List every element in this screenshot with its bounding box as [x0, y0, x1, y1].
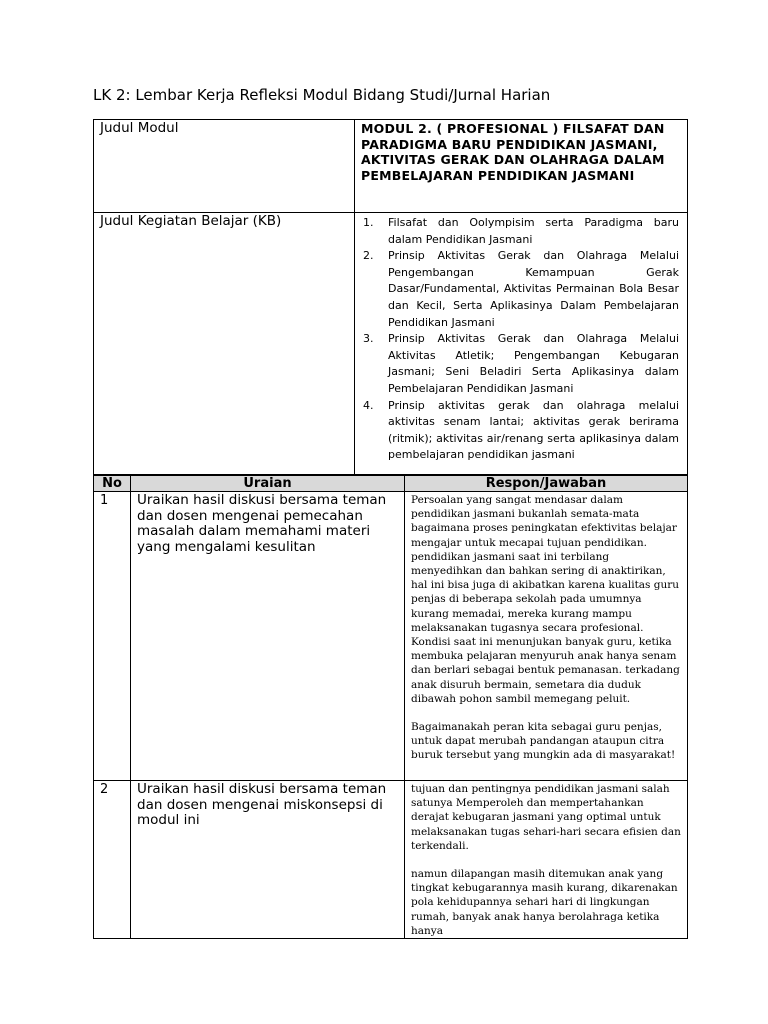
- row-number: 1: [94, 492, 131, 781]
- kb-item-text: Filsafat dan Oolympisim serta Paradigma baru dalam Pendidikan Jasmani: [388, 216, 679, 246]
- respon-paragraph: Bagaimanakah peran kita sebagai guru penjas, untuk dapat merubah pandangan ataupun citra buruk tersebut yang mungkin ada di masyarakat!: [411, 721, 676, 762]
- judul-kb-row: [94, 213, 688, 475]
- row-number: 2: [94, 781, 131, 939]
- reflection-header-row: [94, 476, 688, 492]
- judul-kb-label: Judul Kegiatan Belajar (KB): [94, 213, 355, 475]
- reflection-table: [93, 475, 688, 939]
- header-uraian: Uraian: [131, 476, 405, 492]
- respon-paragraph: Persoalan yang sangat mendasar dalam pendidikan jasmani bukanlah semata-mata bagaimana proses peningkatan efektivitas belajar mengajar untuk mecapai tujuan pendidikan. pendidikan jasmani saat ini terbilang menyedihkan dan bahkan sering di anaktirikan, hal ini bisa juga di akibatkan karena kualitas guru penjas di beberapa sekolah pada umumnya kurang memadai, mereka kurang mampu melaksanakan tugasnya secara profesional. Kondisi saat ini menunjukan banyak guru, ketika membuka pelajaran menyuruh anak hanya senam dan berlari sebagai bentuk pemanasan. terkadang anak disuruh bermain, semetara dia duduk dibawah pohon sambil memegang peluit.: [411, 494, 680, 705]
- uraian-text: Uraikan hasil diskusi bersama teman dan dosen mengenai miskonsepsi di modul ini: [131, 781, 405, 939]
- judul-modul-label: Judul Modul: [94, 120, 355, 213]
- kb-list-cell: [355, 213, 688, 475]
- kb-list-item: [363, 331, 679, 397]
- kb-list-item: [363, 215, 679, 248]
- kb-item-number: 2.: [363, 249, 374, 263]
- document-title: LK 2: Lembar Kerja Refleksi Modul Bidang Studi/Jurnal Harian: [93, 86, 551, 104]
- kb-list: [355, 213, 687, 464]
- header-respon: Respon/Jawaban: [405, 476, 688, 492]
- respon-paragraph: tujuan dan pentingnya pendidikan jasmani salah satunya Memperoleh dan mempertahankan derajat kebugaran jasmani yang optimal untuk melaksanakan tugas sehari-hari secara efisien dan terkendali.: [411, 783, 681, 852]
- table-row: [94, 781, 688, 939]
- kb-list-item: [363, 248, 679, 331]
- module-info-table: [93, 119, 688, 475]
- uraian-text: Uraikan hasil diskusi bersama teman dan dosen mengenai pemecahan masalah dalam memahami materi yang mengalami kesulitan: [131, 492, 405, 781]
- judul-modul-row: [94, 120, 688, 213]
- kb-item-text: Prinsip Aktivitas Gerak dan Olahraga Melalui Aktivitas Atletik; Pengembangan Kebugaran Jasmani; Seni Beladiri Serta Aplikasinya dalam Pembelajaran Pendidikan Jasmani: [388, 332, 679, 395]
- kb-item-number: 4.: [363, 398, 374, 412]
- kb-item-text: Prinsip aktivitas gerak dan olahraga melalui aktivitas senam lantai; aktivitas gerak berirama (ritmik); aktivitas air/renang serta aplikasinya dalam pembelajaran pendidikan jasmani: [388, 398, 679, 462]
- kb-list-item: [363, 398, 679, 464]
- judul-modul-value: MODUL 2. ( PROFESIONAL ) FILSAFAT DAN PARADIGMA BARU PENDIDIKAN JASMANI, AKTIVITAS GERAK DAN OLAHRAGA DALAM PEMBELAJARAN PENDIDIKAN JASMANI: [355, 120, 688, 213]
- header-no: No: [94, 476, 131, 492]
- table-row: [94, 492, 688, 781]
- kb-item-text: Prinsip Aktivitas Gerak dan Olahraga Melalui Pengembangan Kemampuan Gerak Dasar/Fundamental, Aktivitas Permainan Bola Besar dan Kecil, Serta Aplikasinya Dalam Pembelajaran Pendidikan Jasmani: [388, 249, 679, 329]
- respon-cell: [405, 781, 688, 939]
- respon-paragraph: namun dilapangan masih ditemukan anak yang tingkat kebugarannya masih kurang, dikarenakan pola kehidupannya sehari hari di lingkungan rumah, banyak anak hanya berolahraga ketika hanya: [411, 868, 678, 937]
- respon-cell: [405, 492, 688, 781]
- kb-item-number: 1.: [363, 216, 374, 229]
- kb-item-number: 3.: [363, 332, 374, 346]
